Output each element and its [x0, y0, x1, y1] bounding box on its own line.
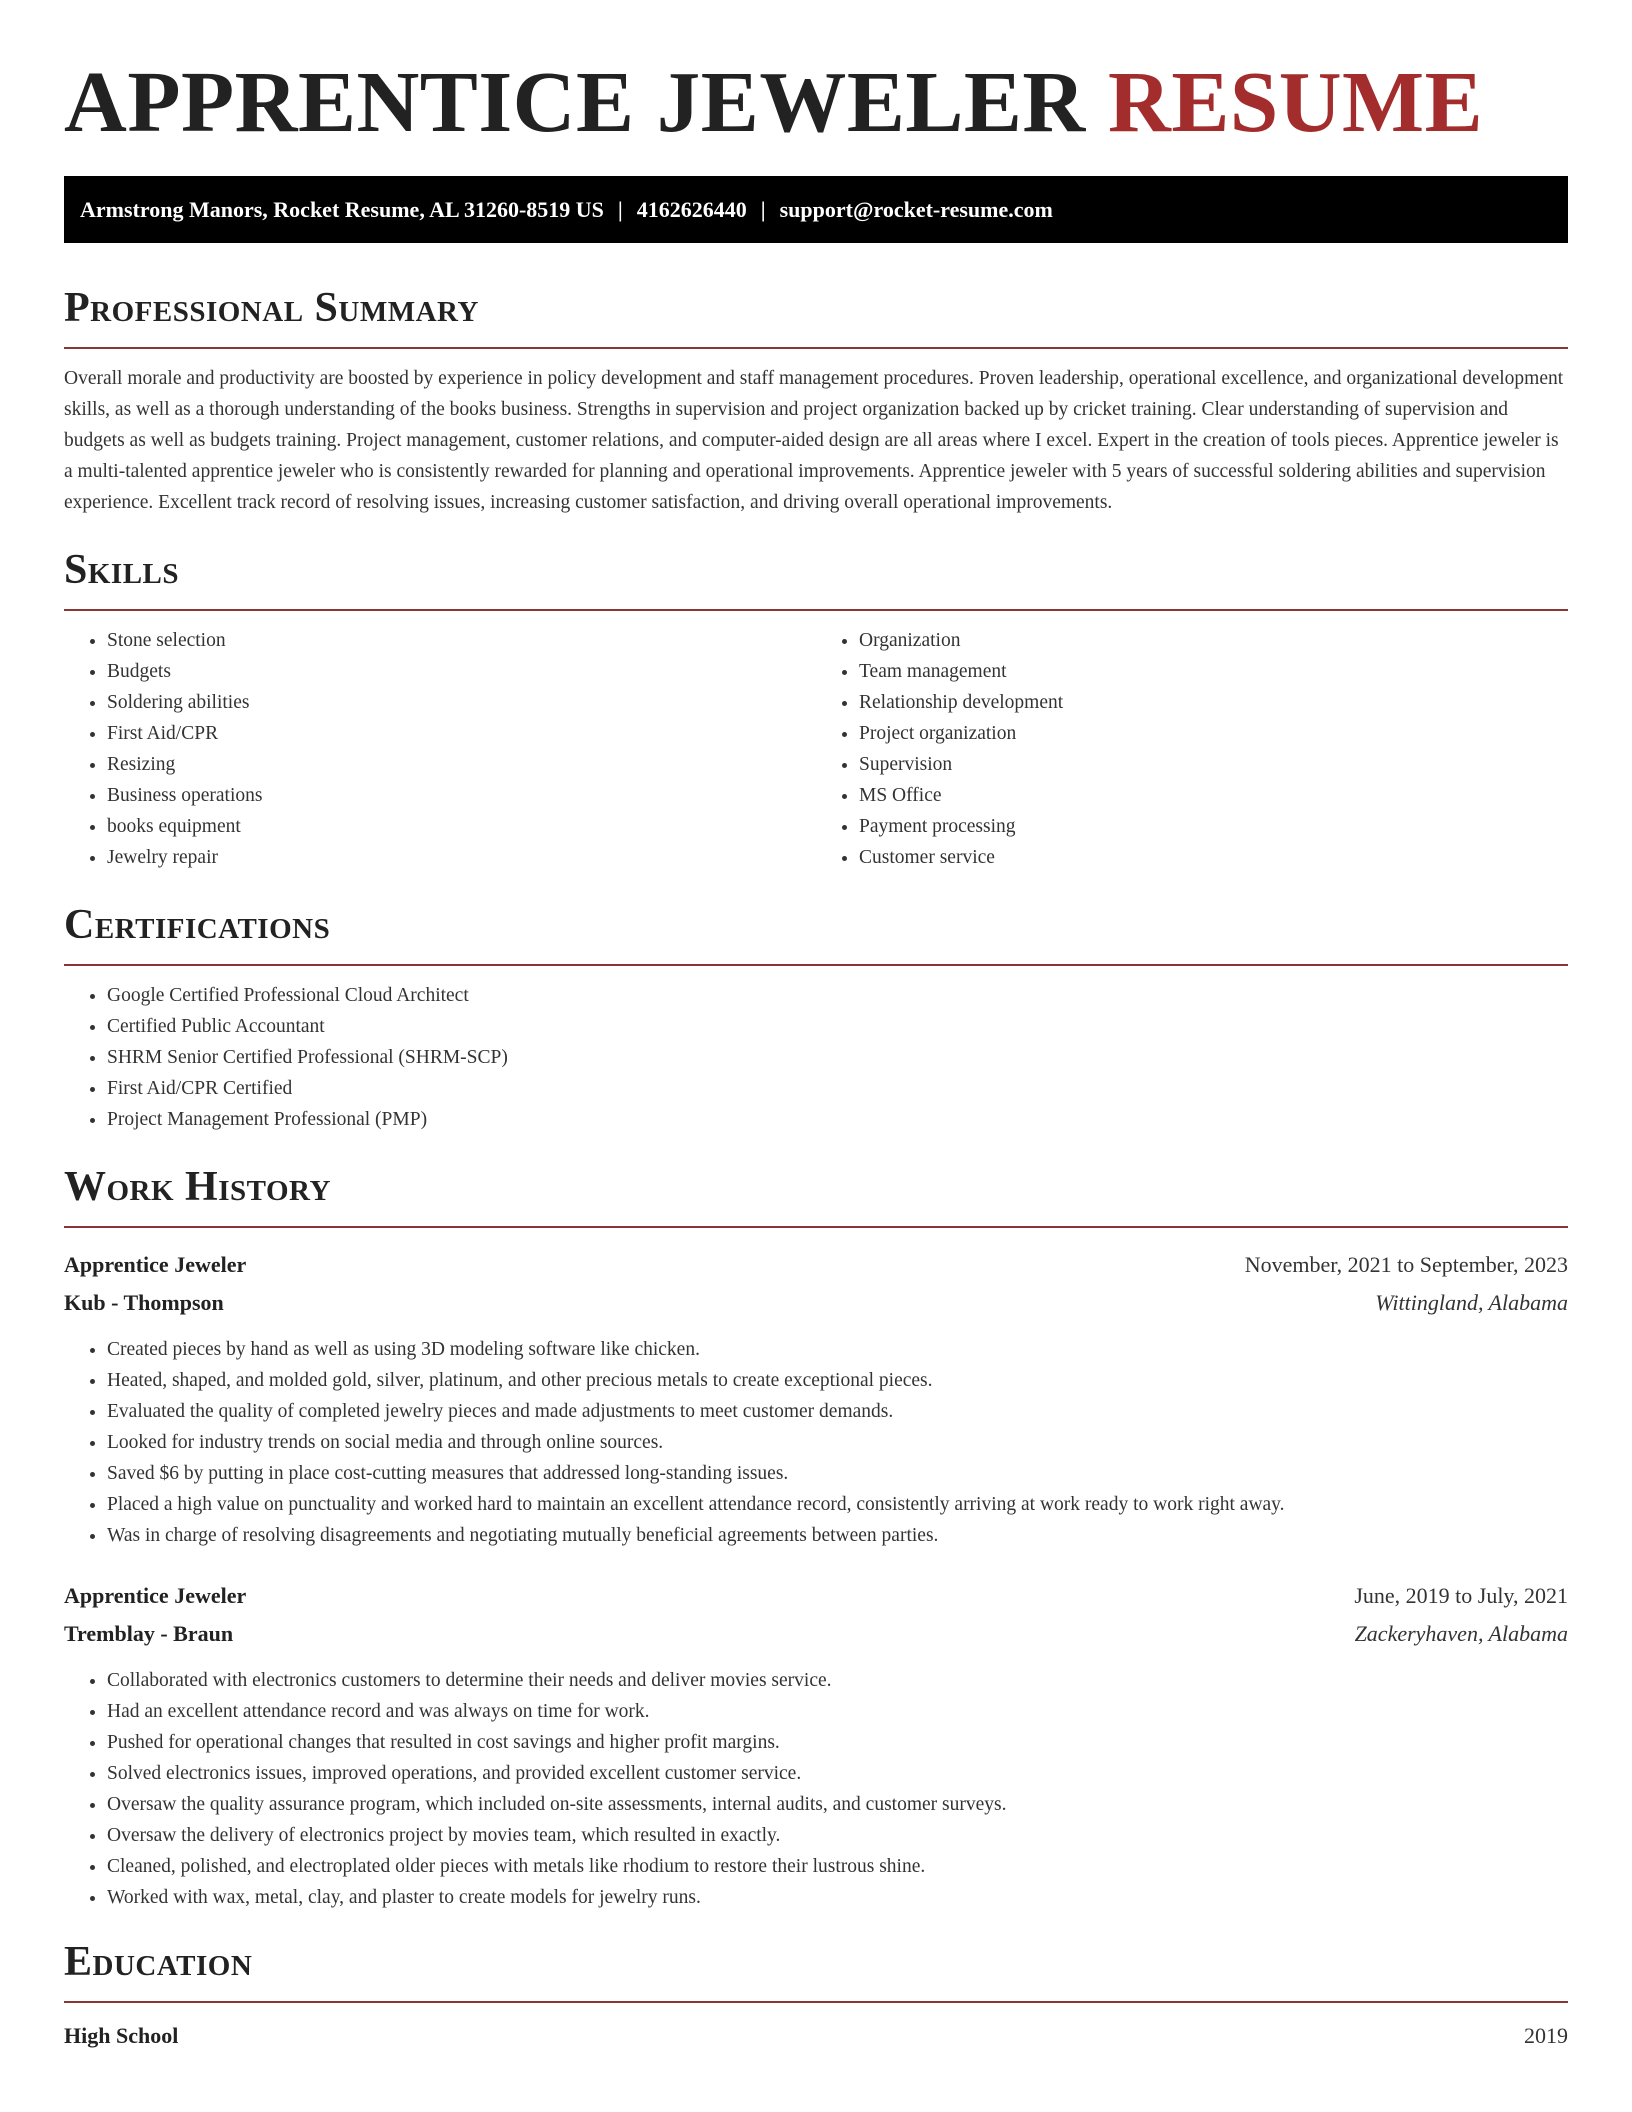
skill-item: • Team management [859, 656, 1568, 687]
job-duties-list [64, 1334, 1568, 1551]
job-duty-item: • Cleaned, polished, and electroplated older pieces with metals like rhodium to restore their lustrous shine. [107, 1851, 1568, 1882]
education-entry [64, 2017, 1568, 2055]
skill-item: • Soldering abilities [107, 687, 816, 718]
certifications-section [64, 900, 1568, 1135]
section-divider [64, 2001, 1568, 2003]
job-title: Apprentice Jeweler [64, 1583, 247, 1608]
job-duty-item: • Worked with wax, metal, clay, and plaster to create models for jewelry runs. [107, 1882, 1568, 1913]
certifications-list [64, 980, 1568, 1135]
contact-separator: | [760, 197, 766, 222]
title-accent: RESUME [1107, 53, 1484, 150]
skill-item: • Stone selection [107, 625, 816, 656]
certification-item: • First Aid/CPR Certified [107, 1073, 1568, 1104]
skill-item: • Project organization [859, 718, 1568, 749]
skills-list-left [64, 625, 816, 873]
skill-item: • Organization [859, 625, 1568, 656]
job-duty-item: • Pushed for operational changes that resulted in cost savings and higher profit margins. [107, 1727, 1568, 1758]
skill-item: • Jewelry repair [107, 842, 816, 873]
section-divider [64, 964, 1568, 966]
skills-grid [64, 611, 1568, 873]
resume-page [64, 0, 1568, 2055]
certification-item: • SHRM Senior Certified Professional (SHRM-SCP) [107, 1042, 1568, 1073]
job-location: Zackeryhaven, Alabama [1354, 1621, 1568, 1646]
section-title-education: Education [64, 1939, 253, 1985]
job-duty-item: • Solved electronics issues, improved operations, and provided excellent customer service. [107, 1758, 1568, 1789]
contact-address: Armstrong Manors, Rocket Resume, AL 31260-8519 US [80, 197, 604, 222]
job-duty-item: • Had an excellent attendance record and was always on time for work. [107, 1696, 1568, 1727]
skill-item: • Customer service [859, 842, 1568, 873]
skill-item: • Resizing [107, 749, 816, 780]
certification-item: • Project Management Professional (PMP) [107, 1104, 1568, 1135]
skill-item: • Business operations [107, 780, 816, 811]
skill-item: • Supervision [859, 749, 1568, 780]
education-section [64, 1937, 1568, 2055]
skill-item: • Budgets [107, 656, 816, 687]
job-company: Kub - Thompson [64, 1290, 224, 1315]
title-main: APPRENTICE JEWELER [64, 53, 1086, 150]
section-divider [64, 1226, 1568, 1228]
job-duty-item: • Evaluated the quality of completed jewelry pieces and made adjustments to meet customer demands. [107, 1396, 1568, 1427]
education-year: 2019 [1524, 2023, 1568, 2048]
job-location: Wittingland, Alabama [1375, 1290, 1568, 1315]
certification-item: • Google Certified Professional Cloud Architect [107, 980, 1568, 1011]
skills-list-right [816, 625, 1568, 873]
job-header [64, 1246, 1568, 1284]
resume-title [64, 0, 1568, 152]
job-dates: June, 2019 to July, 2021 [1354, 1583, 1568, 1608]
section-title-work-history: Work History [64, 1164, 331, 1210]
job-subheader [64, 1615, 1568, 1653]
summary-text: Overall morale and productivity are boosted by experience in policy development and staff management procedures. Proven leadership, operational excellence, and organizational development skills, as well as a thorough understanding of the books business. Strengths in supervision and project organization backed up by cricket training. Clear understanding of supervision and budgets as well as budgets training. Project management, customer relations, and computer-aided design are all areas where I excel. Expert in the creation of tools pieces. Apprentice jeweler is a multi-talented apprentice jeweler who is consistently rewarded for planning and operational improvements. Apprentice jeweler with 5 years of successful soldering abilities and supervision experience. Excellent track record of resolving issues, increasing customer satisfaction, and driving overall operational improvements. [64, 368, 1564, 513]
section-title-summary: Professional Summary [64, 285, 479, 331]
job-header [64, 1577, 1568, 1615]
contact-separator: | [617, 197, 623, 222]
job-duty-item: • Heated, shaped, and molded gold, silver, platinum, and other precious metals to create exceptional pieces. [107, 1365, 1568, 1396]
job-duties-list [64, 1665, 1568, 1913]
job-entry [64, 1246, 1568, 1551]
job-duty-item: • Was in charge of resolving disagreements and negotiating mutually beneficial agreements between parties. [107, 1520, 1568, 1551]
job-subheader [64, 1284, 1568, 1322]
job-duty-item: • Created pieces by hand as well as using 3D modeling software like chicken. [107, 1334, 1568, 1365]
skill-item: • First Aid/CPR [107, 718, 816, 749]
skill-item: • Relationship development [859, 687, 1568, 718]
section-divider [64, 347, 1568, 349]
contact-email: support@rocket-resume.com [779, 197, 1053, 222]
skills-section [64, 545, 1568, 873]
skill-item: • books equipment [107, 811, 816, 842]
job-duty-item: • Oversaw the quality assurance program, which included on-site assessments, internal audits, and customer surveys. [107, 1789, 1568, 1820]
job-company: Tremblay - Braun [64, 1621, 234, 1646]
job-duty-item: • Oversaw the delivery of electronics project by movies team, which resulted in exactly. [107, 1820, 1568, 1851]
section-title-skills: Skills [64, 547, 180, 593]
education-degree: High School [64, 2023, 179, 2048]
job-duty-item: • Looked for industry trends on social media and through online sources. [107, 1427, 1568, 1458]
section-title-certifications: Certifications [64, 902, 331, 948]
contact-bar [64, 176, 1568, 243]
job-duty-item: • Placed a high value on punctuality and worked hard to maintain an excellent attendance record, consistently arriving at work ready to work right away. [107, 1489, 1568, 1520]
contact-phone: 4162626440 [636, 197, 747, 222]
job-duty-item: • Saved $6 by putting in place cost-cutting measures that addressed long-standing issues. [107, 1458, 1568, 1489]
job-duty-item: • Collaborated with electronics customers to determine their needs and deliver movies service. [107, 1665, 1568, 1696]
job-dates: November, 2021 to September, 2023 [1244, 1252, 1568, 1277]
job-title: Apprentice Jeweler [64, 1252, 247, 1277]
certification-item: • Certified Public Accountant [107, 1011, 1568, 1042]
job-entry [64, 1577, 1568, 1913]
skill-item: • MS Office [859, 780, 1568, 811]
skill-item: • Payment processing [859, 811, 1568, 842]
work-history-section [64, 1162, 1568, 1913]
summary-section [64, 283, 1568, 518]
